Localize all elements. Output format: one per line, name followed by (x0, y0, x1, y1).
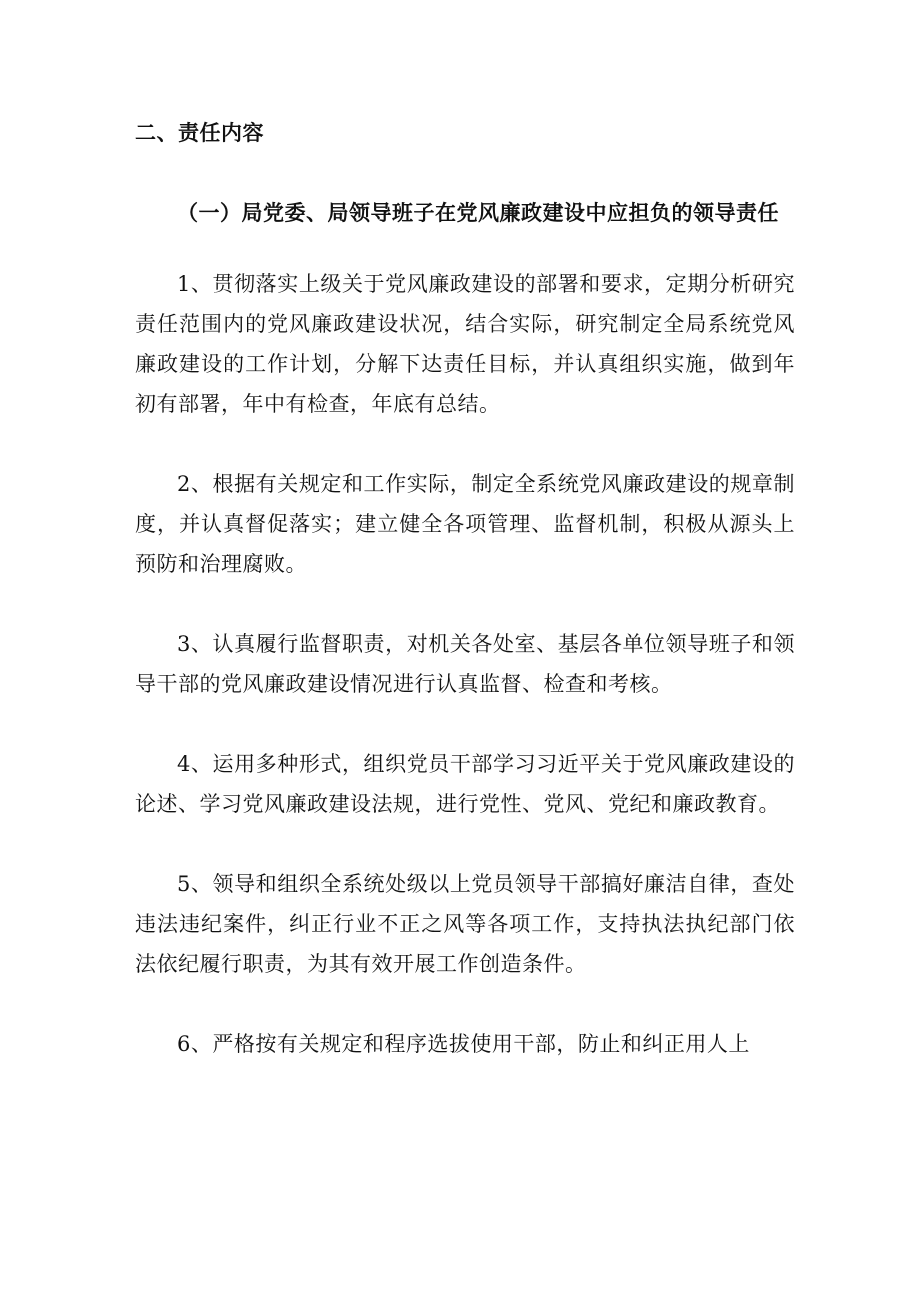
subsection-heading: （一）局党委、局领导班子在党风廉政建设中应担负的领导责任 (177, 201, 779, 225)
paragraph-5: 5、领导和组织全系统处级以上党员领导干部搞好廉洁自律，查处违法违纪案件，纠正行业不正之风等各项工作，支持执法执纪部门依法依纪履行职责，为其有效开展工作创造条件。 (135, 872, 795, 976)
paragraph-1: 1、贯彻落实上级关于党风廉政建设的部署和要求，定期分析研究责任范围内的党风廉政建设状况，结合实际，研究制定全局系统党风廉政建设的工作计划，分解下达责任目标，并认真组织实施，做到年初有部署，年中有检查，年底有总结。 (135, 272, 795, 416)
paragraph-6: 6、严格按有关规定和程序选拔使用干部，防止和纠正用人上 (177, 1032, 750, 1056)
document-body (135, 108, 795, 1104)
section-heading: 二、责任内容 (135, 121, 264, 145)
paragraph-4: 4、运用多种形式，组织党员干部学习习近平关于党风廉政建设的论述、学习党风廉政建设法规，进行党性、党风、党纪和廉政教育。 (135, 752, 795, 816)
paragraph-3: 3、认真履行监督职责，对机关各处室、基层各单位领导班子和领导干部的党风廉政建设情况进行认真监督、检查和考核。 (135, 632, 795, 696)
paragraph-2: 2、根据有关规定和工作实际，制定全系统党风廉政建设的规章制度，并认真督促落实；建立健全各项管理、监督机制，积极从源头上预防和治理腐败。 (135, 472, 795, 576)
